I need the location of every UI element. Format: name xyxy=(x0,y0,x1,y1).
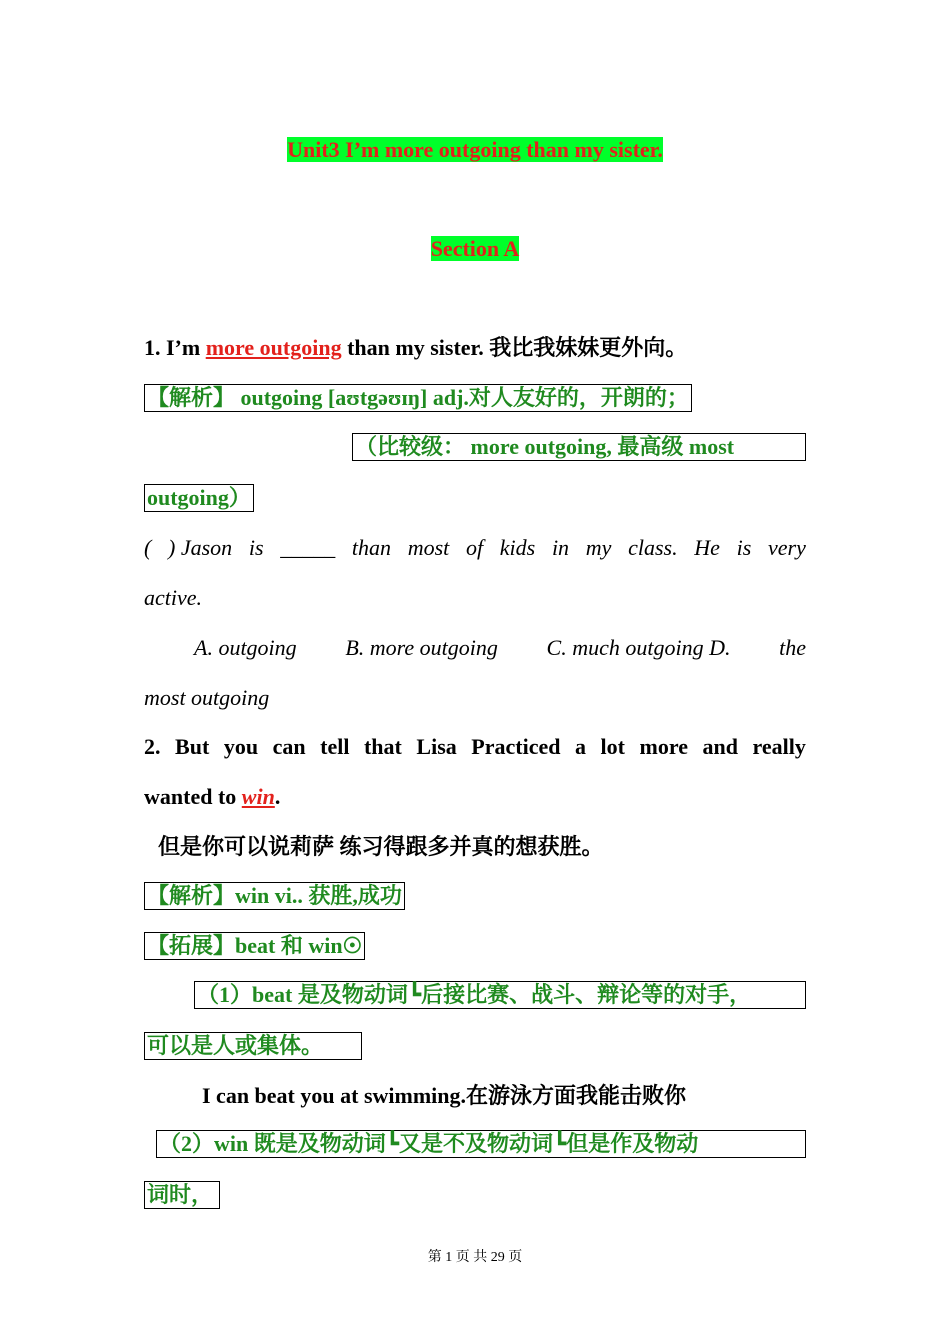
q-word: than xyxy=(351,535,392,560)
q-word: very xyxy=(768,535,806,560)
item1-question-line2: active. xyxy=(144,585,203,610)
document-title xyxy=(0,135,950,165)
s-word: 2. xyxy=(144,734,161,759)
q-word: ( xyxy=(144,535,152,560)
s-word: tell xyxy=(320,734,350,759)
s-word: a xyxy=(575,734,586,759)
item1-key-phrase: more outgoing xyxy=(205,335,342,360)
q-word: my xyxy=(585,535,612,560)
s-word: Lisa xyxy=(416,734,457,759)
section-heading xyxy=(0,234,950,264)
s-word: that xyxy=(363,734,402,759)
item2-point2-line xyxy=(156,1130,806,1158)
item1-sentence xyxy=(144,333,806,363)
title-text: Unit3 I’m more outgoing than my sister. xyxy=(287,137,663,162)
s-word: But xyxy=(175,734,210,759)
item2-point2b-line xyxy=(144,1180,806,1210)
option-b: B. more outgoing xyxy=(345,635,498,660)
item1-compare2-line xyxy=(144,483,806,513)
s-word: Practiced xyxy=(471,734,561,759)
item2-expand-line xyxy=(144,931,806,961)
item1-compare-span: （比较级： more outgoing, 最高级 most xyxy=(355,434,735,459)
item1-analysis: 【解析】 outgoing [aʊtgəʊɪŋ] adj.对人友好的，开朗的； xyxy=(144,384,692,412)
item1-number: 1. I’m xyxy=(144,335,206,360)
item2-pre: wanted to xyxy=(144,784,242,809)
item2-analysis-line xyxy=(144,881,806,911)
option-c: C. much outgoing D. xyxy=(546,635,731,660)
item1-question xyxy=(144,533,806,563)
item1-analysis-line xyxy=(144,383,806,413)
item1-compare2: outgoing） xyxy=(144,484,254,512)
item1-rest: than my sister. 我比我妹妹更外向。 xyxy=(341,335,688,360)
q-word: is xyxy=(248,535,264,560)
q-word: ) Jason xyxy=(168,535,233,560)
s-word: can xyxy=(272,734,306,759)
q-word: kids xyxy=(499,535,536,560)
q-word: most xyxy=(407,535,450,560)
s-word: really xyxy=(752,734,806,759)
q-word: in xyxy=(551,535,570,560)
q-word: is xyxy=(736,535,752,560)
item2-example: I can beat you at swimming.在游泳方面我能击败你 xyxy=(202,1083,687,1108)
s-word: lot xyxy=(600,734,625,759)
item1-compare-line xyxy=(352,433,806,461)
s-word: more xyxy=(639,734,688,759)
item2-expand: 【拓展】beat 和 win☉ xyxy=(144,932,365,960)
item2-point2: （2）win 既是及物动词┗又是不及物动词┗但是作及物动 xyxy=(156,1130,806,1158)
q-word: class. xyxy=(628,535,678,560)
item1-compare-text xyxy=(355,434,803,460)
option-a: A. outgoing xyxy=(194,635,297,660)
item2-point1b: 可以是人或集体。 xyxy=(144,1032,362,1060)
item2-analysis: 【解析】win vi.. 获胜,成功 xyxy=(144,882,405,910)
item1-options-line2: most outgoing xyxy=(144,685,270,710)
item2-key-word: win xyxy=(241,784,275,809)
item1-compare xyxy=(352,433,806,461)
s-word: you xyxy=(223,734,259,759)
item2-point2b: 词时， xyxy=(144,1181,220,1209)
s-word: and xyxy=(702,734,738,759)
item2-point1: （1）beat 是及物动词┗后接比赛、战斗、辩论等的对手， xyxy=(194,981,806,1009)
item2-point1-line xyxy=(194,981,806,1009)
q-word: He xyxy=(694,535,720,560)
section-text: Section A xyxy=(430,236,520,261)
item1-options xyxy=(194,633,806,663)
item2-sentence xyxy=(144,732,806,762)
item2-translation: 但是你可以说莉萨 练习得跟多并真的想获胜。 xyxy=(158,834,604,859)
q-word: of xyxy=(465,535,484,560)
item2-point1b-line xyxy=(144,1031,806,1061)
q-blank: _____ xyxy=(280,535,336,560)
item2-post: . xyxy=(274,784,281,809)
page-footer: 第 1 页 共 29 页 xyxy=(427,1250,523,1265)
option-d: the xyxy=(779,635,806,660)
item2-sentence-line2 xyxy=(144,782,806,812)
